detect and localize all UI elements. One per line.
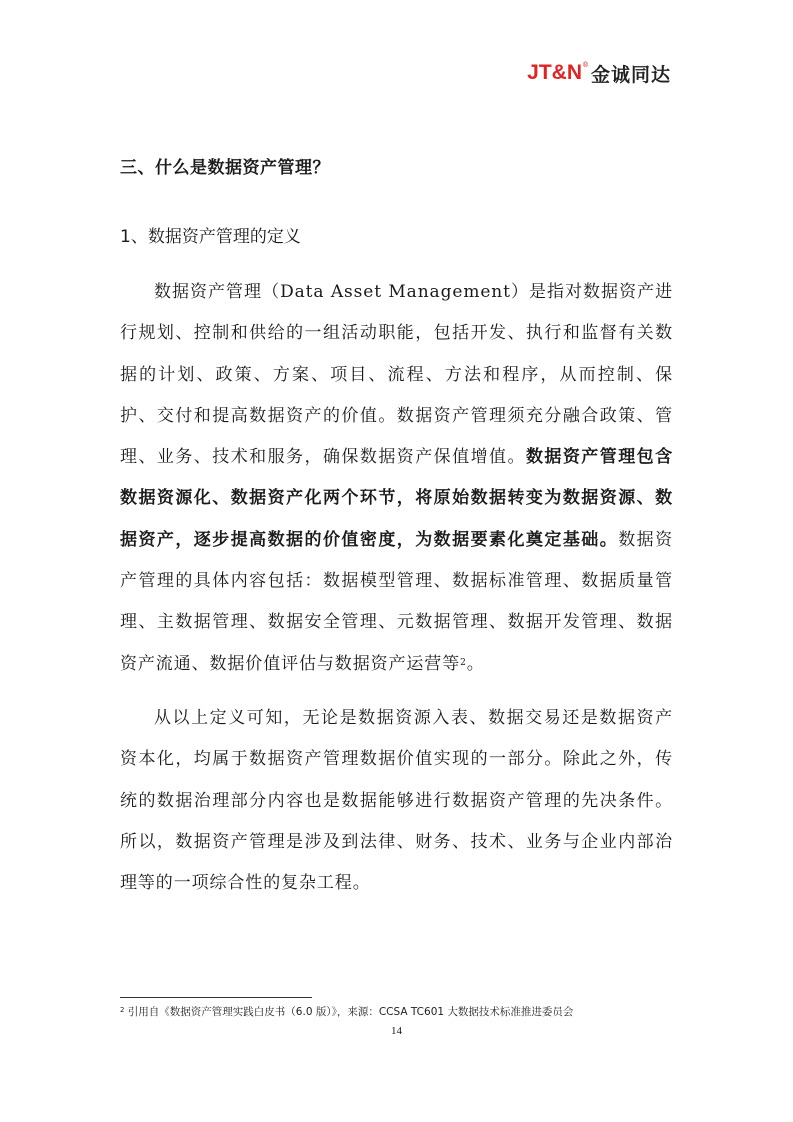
footnote-text: 引用自《数据资产管理实践白皮书（6.0 版）》，来源：CCSA TC601 大数据技术标准推进委员会 xyxy=(124,1006,574,1018)
sub-heading: 1、数据资产管理的定义 xyxy=(120,227,301,247)
page-number: 14 xyxy=(391,1025,402,1037)
footnote xyxy=(120,1004,573,1019)
definition-text-3: 。 xyxy=(466,653,485,674)
conclusion-paragraph: 从以上定义可知，无论是数据资源入表、数据交易还是数据资产资本化，均属于数据资产管理数据价值实现的一部分。除此之外，传统的数据治理部分内容也是数据能够进行数据资产管理的先决条件。所以，数据资产管理是涉及到法律、财务、技术、业务与企业内部治理等的一项综合性的复杂工程。 xyxy=(120,708,673,894)
logo-chinese-name: 金诚同达 xyxy=(590,63,671,86)
section-heading: 三、什么是数据资产管理？ xyxy=(120,158,330,178)
footnote-number: 2 xyxy=(120,1006,125,1014)
definition-text-1: 数据资产管理（Data Asset Management）是指对数据资产进行规划、控制和供给的一组活动职能，包括开发、执行和监督有关数据的计划、政策、方案、项目、流程、方法和程序，从而控制、保护、交付和提高数据资产的价值。数据资产管理须充分融合政策、管理、业务、技术和服务，确保数据资产保值增值。 xyxy=(120,282,673,468)
logo-mark: JT&N xyxy=(527,61,582,84)
definition-paragraph xyxy=(120,272,673,685)
definition-text-2: 数据资产管理的具体内容包括：数据模型管理、数据标准管理、数据质量管理、主数据管理、数据安全管理、元数据管理、数据开发管理、数据资产流通、数据价值评估与数据资产运营等 xyxy=(120,529,673,674)
company-logo xyxy=(527,58,671,88)
footnote-reference[interactable]: 2 xyxy=(460,657,467,668)
logo-registered-mark: ® xyxy=(581,61,589,69)
footnote-divider xyxy=(120,997,312,998)
definition-bold-text: 数据资产管理包含数据资源化、数据资产化两个环节，将原始数据转变为数据资源、数据资产，逐步提高数据的价值密度，为数据要素化奠定基础。 xyxy=(120,447,673,550)
